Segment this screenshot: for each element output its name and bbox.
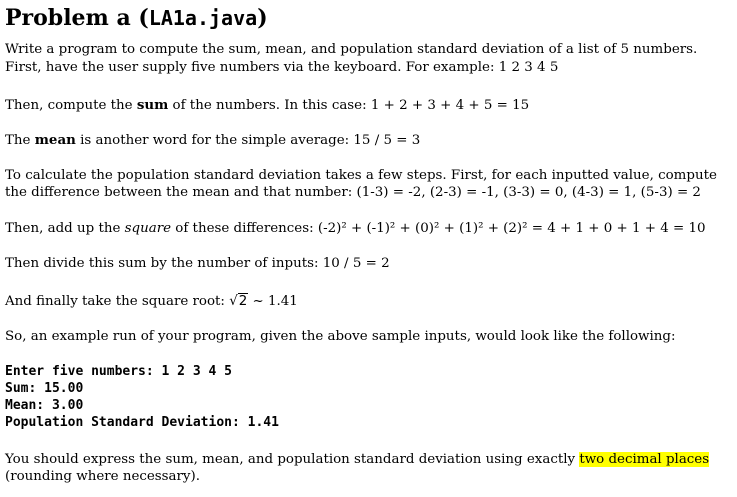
divide-paragraph: Then divide this sum by the number of inputs: 10 / 5 = 2 — [5, 256, 390, 271]
mean-post: is another word for the simple average: 15 / 5 = 3 — [75, 133, 421, 148]
intro-line-2: First, have the user supply five numbers via the keyboard. For example: 1 2 3 4 5 — [5, 60, 559, 75]
highlighted-text: two decimal places — [579, 452, 710, 467]
sum-bold: sum — [136, 97, 169, 113]
closing-line-1 — [5, 451, 709, 468]
mean-bold: mean — [34, 132, 76, 148]
mean-paragraph — [5, 132, 420, 149]
stddev-line-1: To calculate the population standard deviation takes a few steps. First, for each inputted value, compute — [5, 168, 717, 183]
square-paragraph — [5, 220, 706, 237]
closing-pre: You should express the sum, mean, and population standard deviation using exactly — [5, 452, 580, 467]
radical-sign: √ — [229, 294, 238, 309]
sample-run-line-2: Sum: 15.00 — [5, 381, 84, 396]
radicand: 2 — [238, 294, 248, 309]
root-post: ~ 1.41 — [248, 294, 298, 309]
sample-run-line-1: Enter five numbers: 1 2 3 4 5 — [5, 364, 232, 379]
root-paragraph — [5, 293, 298, 310]
title-prefix: Problem a ( — [5, 5, 149, 31]
root-pre: And finally take the square root: — [5, 294, 230, 309]
stddev-line-2: the difference between the mean and that number: (1-3) = -2, (2-3) = -1, (3-3) = 0, (4-3) = 1, (5-3) = 2 — [5, 185, 701, 200]
square-italic: square — [124, 221, 172, 236]
title-suffix: ) — [257, 5, 268, 31]
mean-pre: The — [5, 133, 35, 148]
sum-paragraph — [5, 97, 529, 114]
sample-run-line-3: Mean: 3.00 — [5, 398, 84, 413]
sample-run-line-4: Population Standard Deviation: 1.41 — [5, 415, 279, 430]
sum-post: of the numbers. In this case: 1 + 2 + 3 + 4 + 5 = 15 — [168, 98, 530, 113]
title-filename: LA1a.java — [148, 6, 258, 30]
square-post: of these differences: (-2)² + (-1)² + (0)² + (1)² + (2)² = 4 + 1 + 0 + 1 + 4 = 10 — [171, 221, 706, 236]
example-paragraph: So, an example run of your program, given the above sample inputs, would look like the following: — [5, 329, 676, 344]
square-pre: Then, add up the — [5, 221, 125, 236]
closing-line-2: (rounding where necessary). — [5, 469, 200, 484]
sum-pre: Then, compute the — [5, 98, 137, 113]
intro-line-1: Write a program to compute the sum, mean, and population standard deviation of a list of 5 numbers. — [5, 42, 698, 57]
problem-title — [5, 4, 268, 32]
sqrt-expression — [229, 293, 248, 310]
